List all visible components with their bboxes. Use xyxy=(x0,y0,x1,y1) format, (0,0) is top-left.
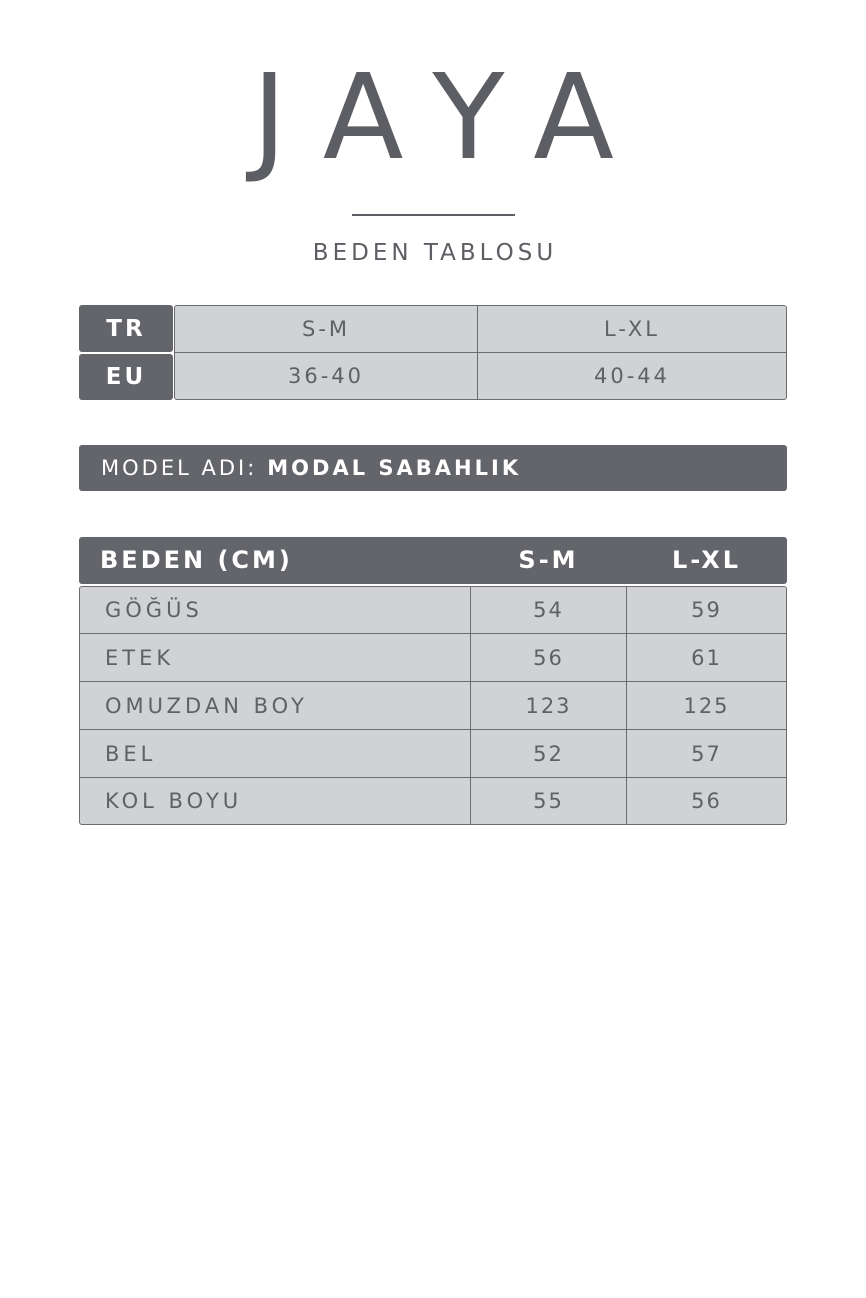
row-label-bel: BEL xyxy=(79,729,471,778)
header-title: BEDEN (CM) xyxy=(100,546,293,574)
measurements-header xyxy=(79,537,787,584)
tr-label: TR xyxy=(79,305,173,352)
row-etek-sm: 56 xyxy=(470,633,627,682)
row-gogus-lxl: 59 xyxy=(626,586,787,634)
logo-divider xyxy=(352,214,515,216)
tr-size-lxl: L-XL xyxy=(477,305,787,353)
header-col-sm: S-M xyxy=(518,546,579,574)
row-label-omuzdan-boy: OMUZDAN BOY xyxy=(79,681,471,730)
model-label: MODEL ADI: xyxy=(101,456,258,480)
page-title: BEDEN TABLOSU xyxy=(312,240,558,266)
row-label-etek: ETEK xyxy=(79,633,471,682)
tr-size-sm: S-M xyxy=(174,305,478,353)
model-name: MODAL SABAHLIK xyxy=(267,456,522,480)
row-gogus-sm: 54 xyxy=(470,586,627,634)
row-label-kol-boyu: KOL BOYU xyxy=(79,777,471,825)
row-kol-boyu-sm: 55 xyxy=(470,777,627,825)
row-omuzdan-boy-sm: 123 xyxy=(470,681,627,730)
model-name-bar xyxy=(79,445,787,491)
eu-label: EU xyxy=(79,354,173,400)
row-kol-boyu-lxl: 56 xyxy=(626,777,787,825)
eu-size-lxl: 40-44 xyxy=(477,352,787,400)
row-bel-lxl: 57 xyxy=(626,729,787,778)
row-bel-sm: 52 xyxy=(470,729,627,778)
row-omuzdan-boy-lxl: 125 xyxy=(626,681,787,730)
header-col-lxl: L-XL xyxy=(671,546,742,574)
brand-logo: JAYA xyxy=(252,48,652,186)
row-label-gogus: GÖĞÜS xyxy=(79,586,471,634)
row-etek-lxl: 61 xyxy=(626,633,787,682)
eu-size-sm: 36-40 xyxy=(174,352,478,400)
